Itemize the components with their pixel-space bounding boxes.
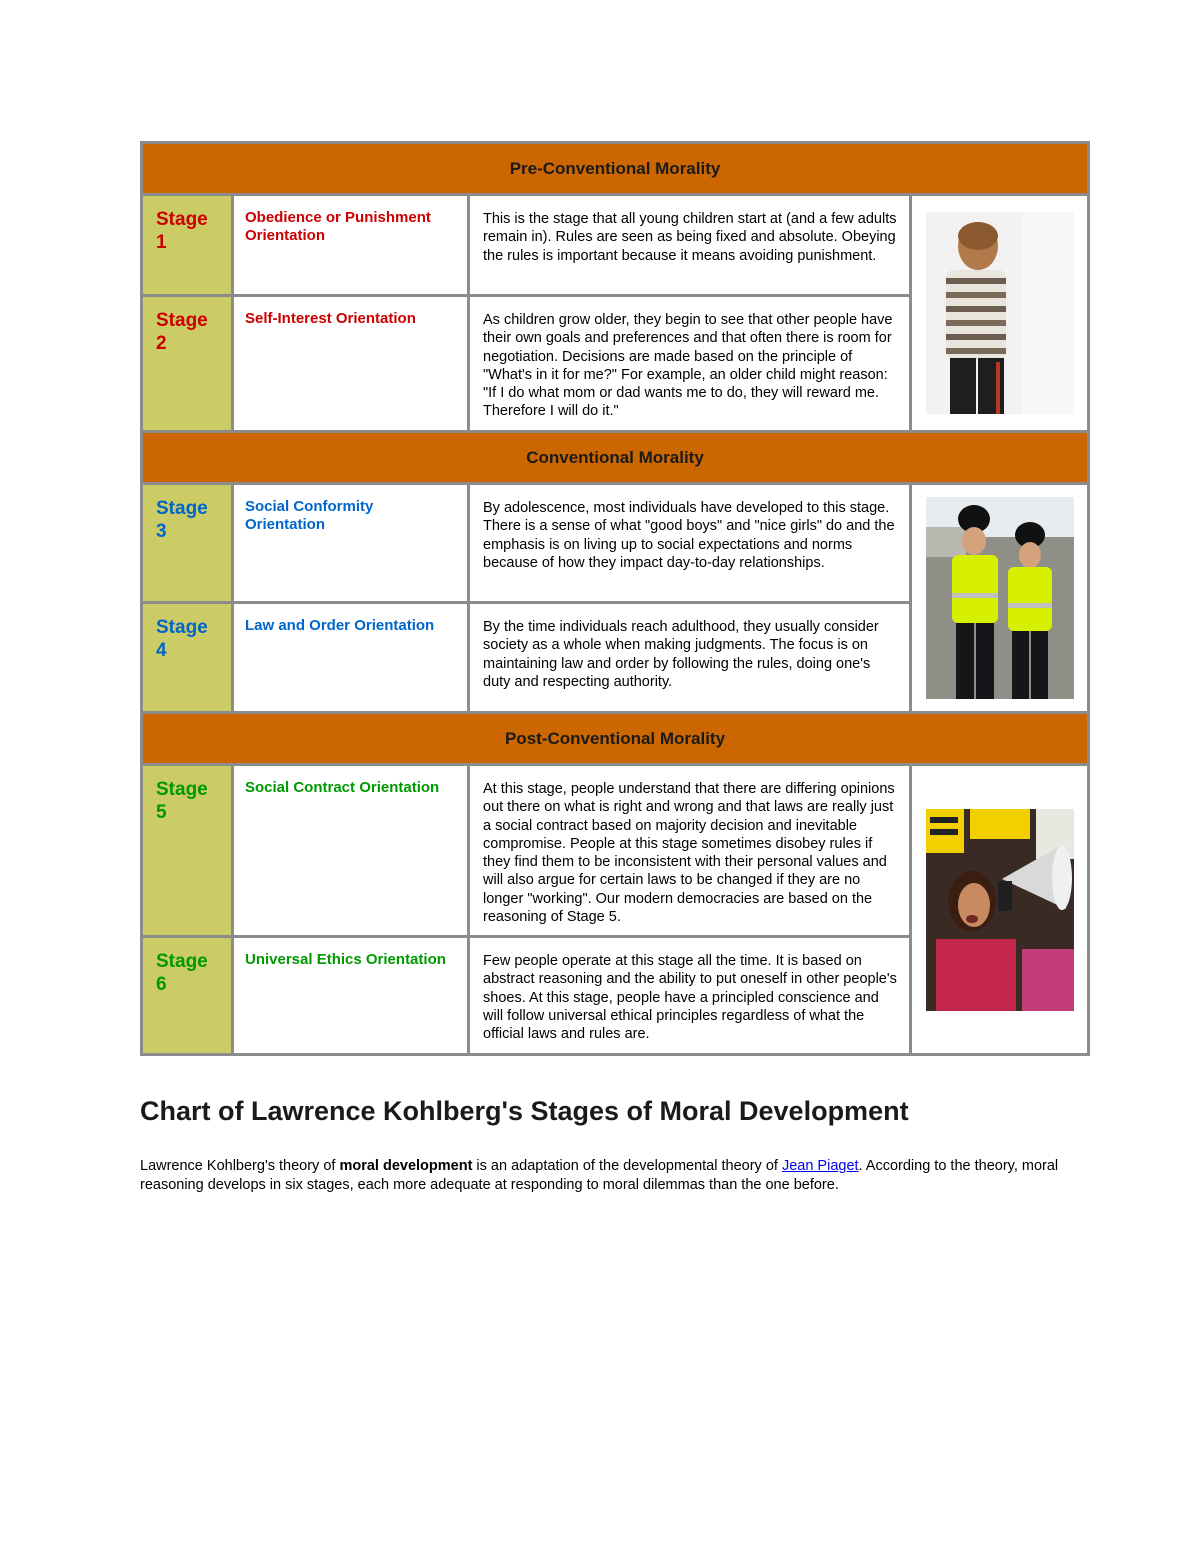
level-header-post-conventional: Post-Conventional Morality <box>142 713 1089 765</box>
protester-megaphone-photo <box>926 809 1074 1011</box>
stage-4-name: Law and Order Orientation <box>233 603 469 713</box>
stage-5-name: Social Contract Orientation <box>233 765 469 937</box>
kohlberg-stages-table <box>140 141 1090 1056</box>
chart-container <box>140 141 1087 1056</box>
stage-2-description: As children grow older, they begin to see that other people have their own goals and preferences and that often there is room for negotiation. Decisions are made based on the principle of "What's in it for me?" For example, an older child might reason: "If I do what mom or dad wants me to do, they will reward me. Therefore I will do it." <box>469 296 911 432</box>
stage-6-label: Stage 6 <box>142 937 233 1055</box>
stage-1-label: Stage 1 <box>142 195 233 296</box>
child-photo-cell <box>911 195 1089 432</box>
stage-5-description: At this stage, people understand that there are differing opinions out there on what is right and wrong and that laws are really just a social contract based on majority decision and inevitable compromise. People at this stage sometimes disobey rules if they find them to be inconsistent with their personal values and will also argue for certain laws to be changed if they are no longer "working". Our modern democracies are based on the reasoning of Stage 5. <box>469 765 911 937</box>
page-heading: Chart of Lawrence Kohlberg's Stages of Moral Development <box>140 1096 909 1126</box>
level-header-conventional: Conventional Morality <box>142 432 1089 484</box>
protest-photo-cell <box>911 765 1089 1055</box>
stage-2-label: Stage 2 <box>142 296 233 432</box>
bold-term: moral development <box>339 1158 473 1174</box>
level-header-pre-conventional: Pre-Conventional Morality <box>142 143 1089 195</box>
stage-5-label: Stage 5 <box>142 765 233 937</box>
stage-1-description: This is the stage that all young children start at (and a few adults remain in). Rules are seen as being fixed and absolute. Obeying the rules is important because it means avoiding punishment. <box>469 195 911 296</box>
stage-3-description: By adolescence, most individuals have developed to this stage. There is a sense of what "good boys" and "nice girls" do and the emphasis is on living up to social expectations and norms because of how they impact day-to-day relationships. <box>469 484 911 603</box>
stage-6-description: Few people operate at this stage all the time. It is based on abstract reasoning and the ability to put oneself in other people's shoes. At this stage, people have a principled conscience and will follow universal ethical principles regardless of what the official laws and rules are. <box>469 937 911 1055</box>
police-officers-photo <box>926 497 1074 699</box>
sad-child-photo <box>926 212 1074 414</box>
stage-3-name: Social Conformity Orientation <box>233 484 469 603</box>
jean-piaget-link[interactable]: Jean Piaget <box>781 1158 859 1174</box>
intro-paragraph: Lawrence Kohlberg's theory of moral development is an adaptation of the developmental theory of Jean Piaget. According to the theory, moral reasoning develops in six stages, each more adequate at responding to moral dilemmas than the one before. <box>140 1158 1059 1193</box>
stage-4-label: Stage 4 <box>142 603 233 713</box>
stage-4-description: By the time individuals reach adulthood, they usually consider society as a whole when making judgments. The focus is on maintaining law and order by following the rules, doing one's duty and respecting authority. <box>469 603 911 713</box>
stage-2-name: Self-Interest Orientation <box>233 296 469 432</box>
stage-1-name: Obedience or Punishment Orientation <box>233 195 469 296</box>
stage-3-label: Stage 3 <box>142 484 233 603</box>
stage-6-name: Universal Ethics Orientation <box>233 937 469 1055</box>
police-photo-cell <box>911 484 1089 713</box>
